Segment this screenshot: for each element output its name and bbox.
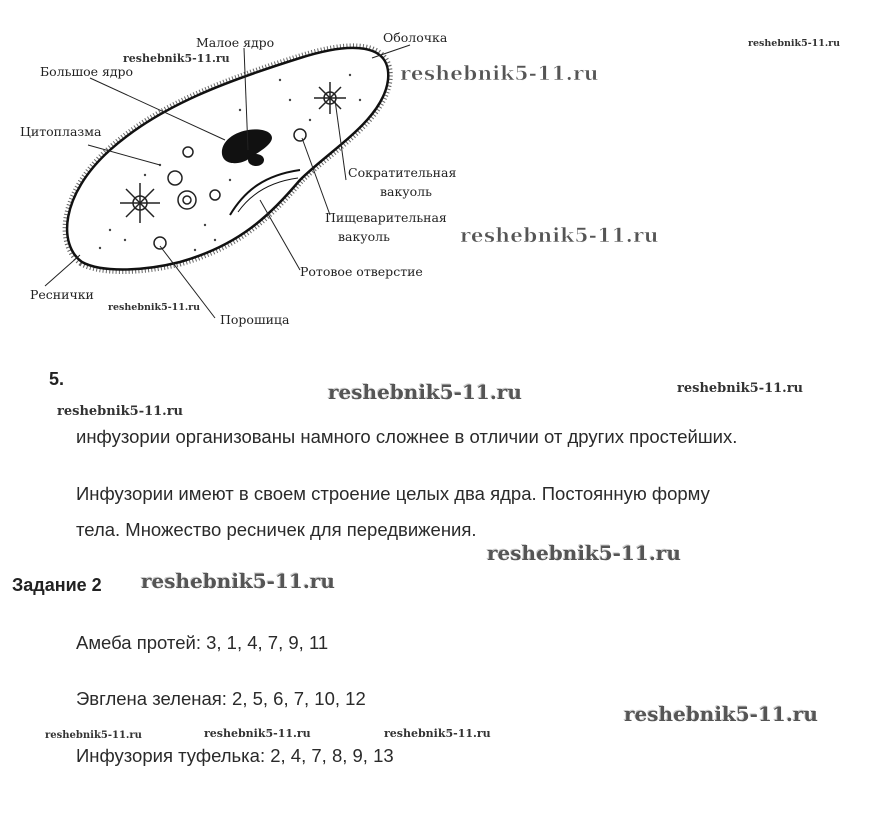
- label-cytoplasm: Цитоплазма: [20, 124, 102, 139]
- task5-line-2: Инфузории имеют в своем строение целых два ядра. Постоянную форму: [76, 483, 710, 504]
- task5-line-1: инфузории организованы намного сложнее в отличии от других простейших.: [76, 426, 738, 447]
- label-large-nucleus: Большое ядро: [40, 64, 134, 79]
- task5-line-3: тела. Множество ресничек для передвижения.: [76, 519, 477, 540]
- watermark: reshebnik5-11.ru: [141, 569, 335, 593]
- watermark: reshebnik5-11.ru: [384, 727, 491, 740]
- watermark: reshebnik5-11.ru: [624, 702, 818, 726]
- label-digestive-vacuole-1: Пищеварительная: [325, 210, 447, 225]
- label-contractile-vacuole-1: Сократительная: [348, 165, 457, 180]
- watermark: reshebnik5-11.ru: [123, 52, 230, 65]
- watermark: reshebnik5-11.ru: [748, 38, 841, 49]
- task5-number: 5.: [49, 369, 65, 389]
- paramecium-illustration: [0, 0, 877, 340]
- answer-euglena: Эвглена зеленая: 2, 5, 6, 7, 10, 12: [76, 688, 366, 709]
- label-cilia: Реснички: [30, 287, 94, 302]
- paramecium-diagram: [0, 0, 877, 340]
- label-small-nucleus: Малое ядро: [196, 35, 275, 50]
- watermark: reshebnik5-11.ru: [108, 302, 201, 313]
- watermark: reshebnik5-11.ru: [460, 223, 659, 247]
- label-membrane: Оболочка: [383, 30, 448, 45]
- task2-heading: Задание 2: [12, 575, 102, 595]
- watermark: reshebnik5-11.ru: [204, 727, 311, 740]
- label-digestive-vacuole-2: вакуоль: [338, 229, 390, 244]
- watermark: reshebnik5-11.ru: [57, 404, 184, 419]
- watermark: reshebnik5-11.ru: [487, 541, 681, 565]
- watermark: reshebnik5-11.ru: [677, 381, 804, 396]
- watermark: reshebnik5-11.ru: [45, 730, 142, 741]
- small-nucleus: [248, 154, 264, 166]
- label-mouth: Ротовое отверстие: [300, 264, 423, 279]
- label-anal-pore: Порошица: [220, 312, 290, 327]
- watermark: reshebnik5-11.ru: [328, 380, 522, 404]
- answer-amoeba: Амеба протей: 3, 1, 4, 7, 9, 11: [76, 632, 329, 653]
- watermark: reshebnik5-11.ru: [400, 61, 599, 85]
- contractile-vacuole-front: [120, 183, 160, 223]
- label-contractile-vacuole-2: вакуоль: [380, 184, 432, 199]
- answer-paramecium: Инфузория туфелька: 2, 4, 7, 8, 9, 13: [76, 745, 394, 766]
